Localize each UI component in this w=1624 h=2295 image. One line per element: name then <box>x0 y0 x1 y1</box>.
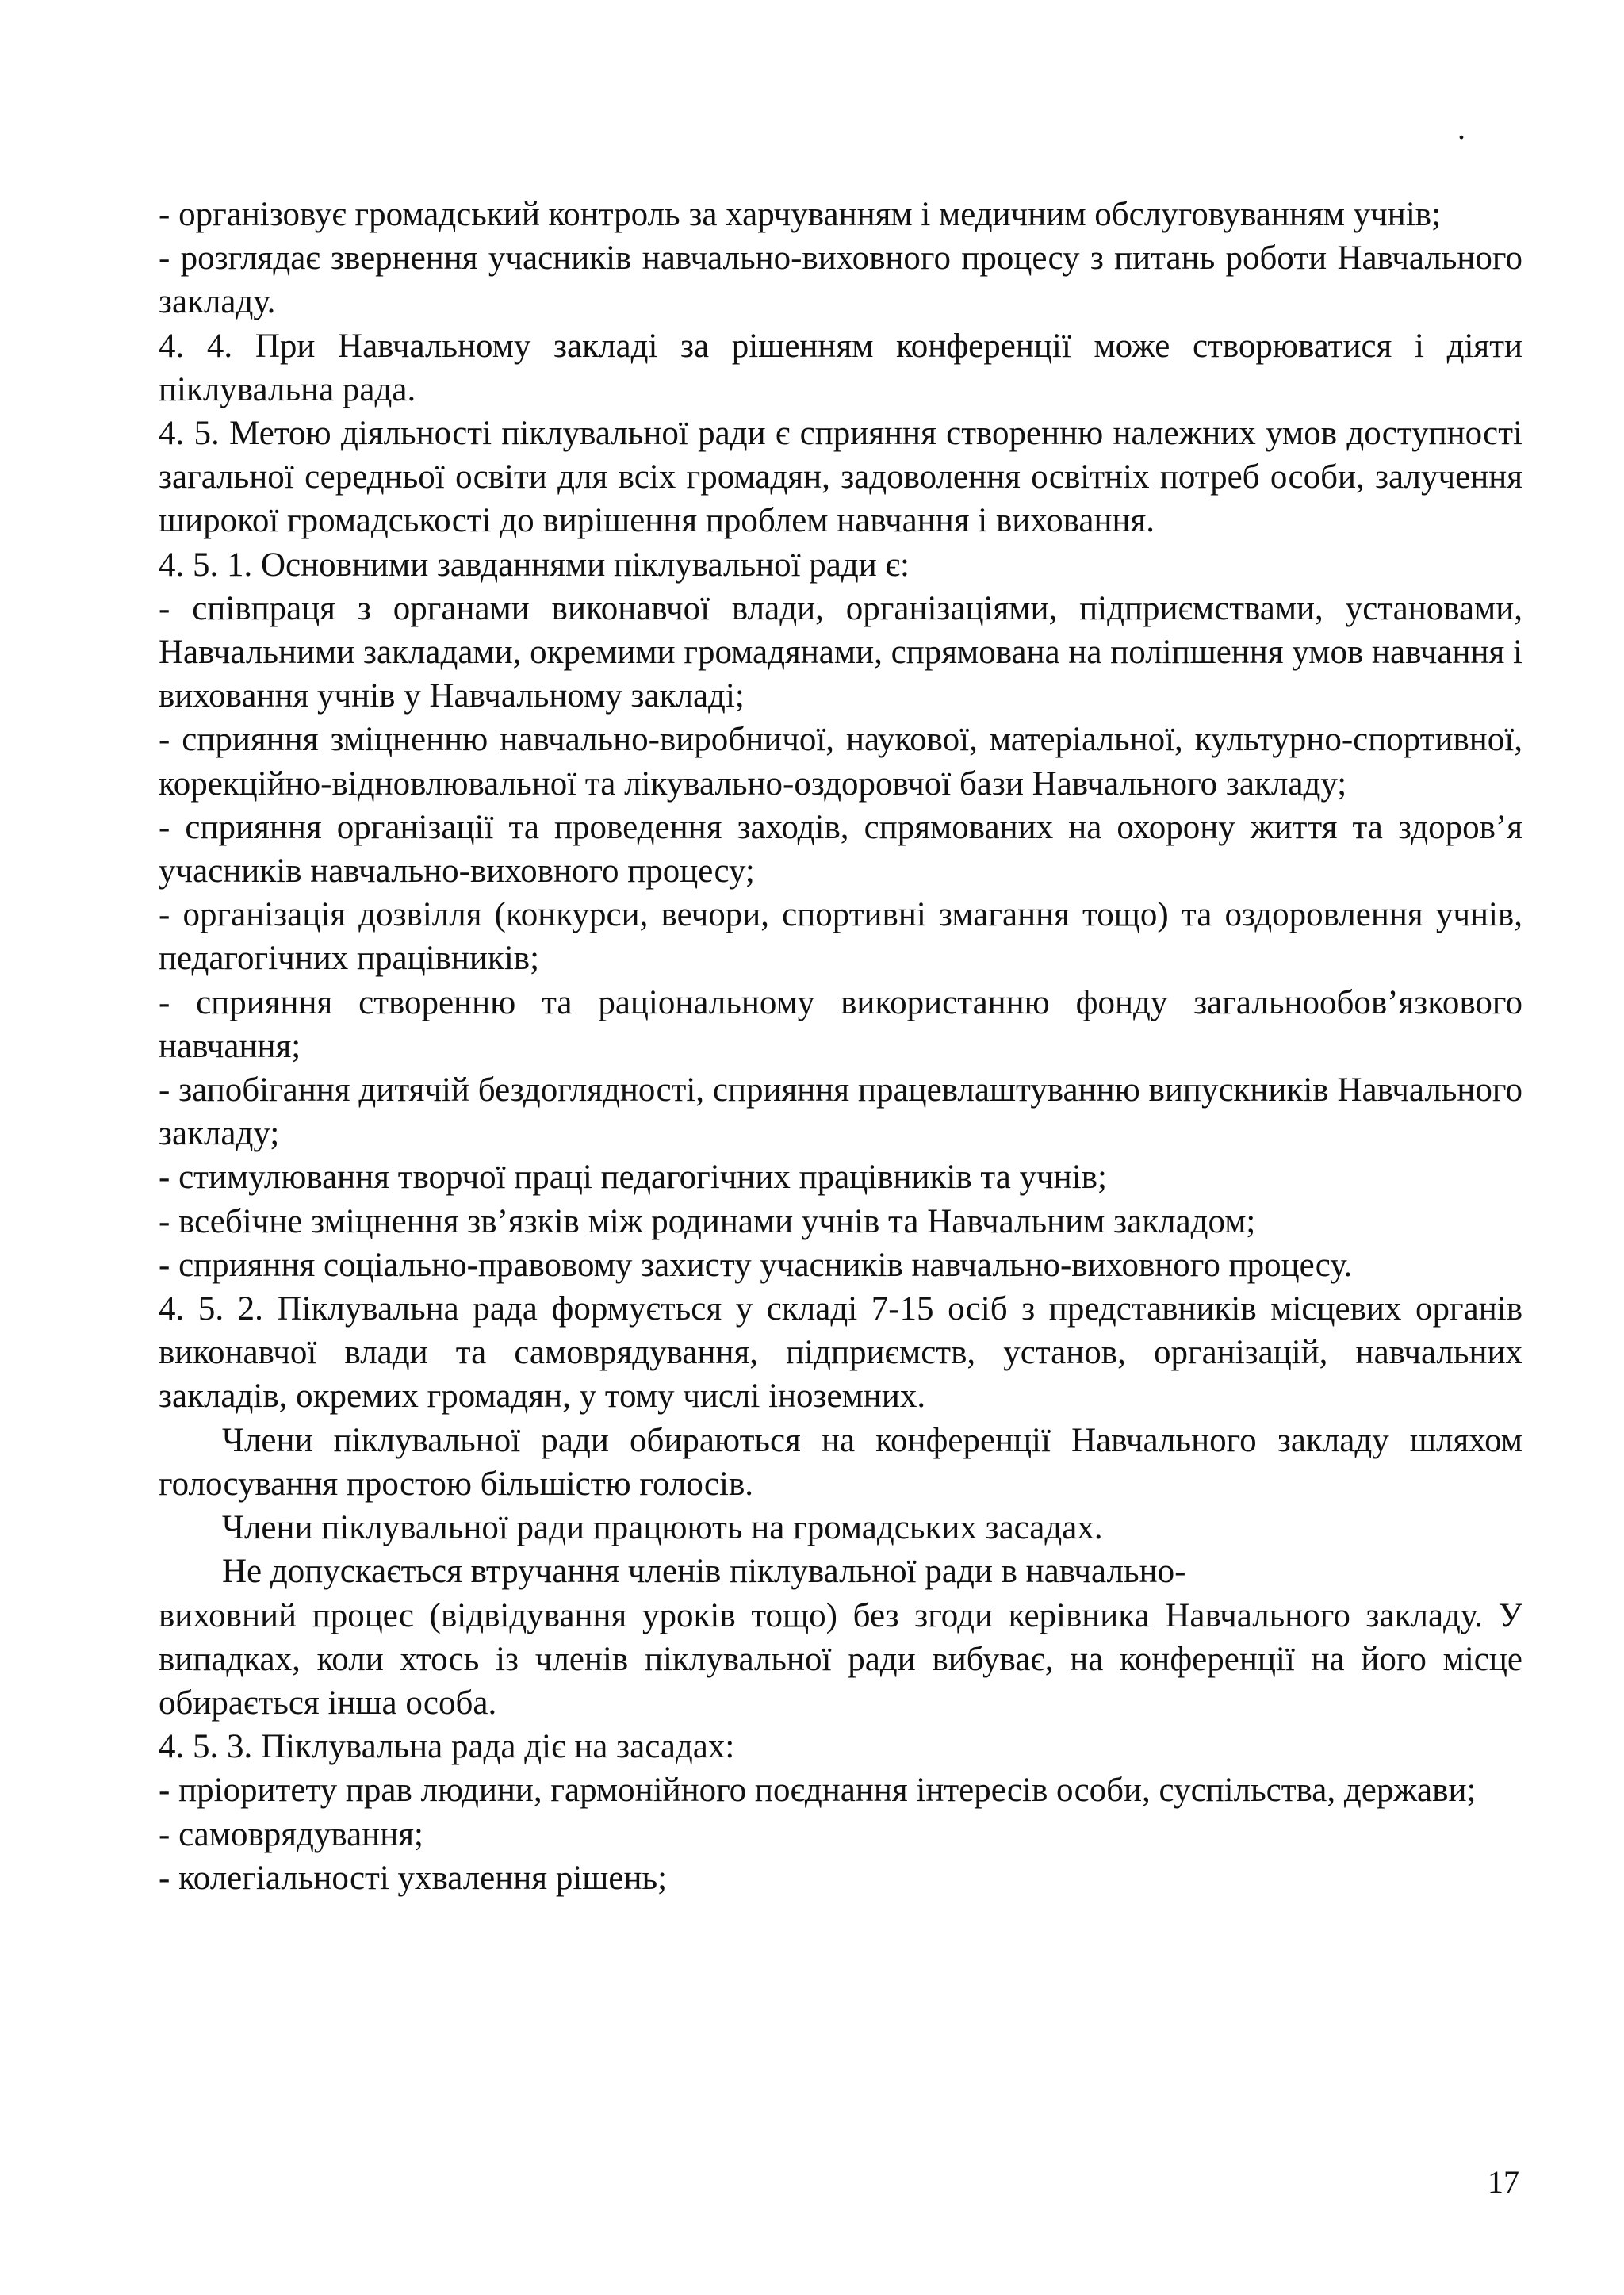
paragraph: 4. 5. Метою діяльності піклувальної ради є сприяння створенню належних умов доступності загальної середньої освіти для всіх громадян, задоволення освітніх потреб особи, залучення широкої громадськості до вирішення проблем навчання і виховання. <box>159 415 1522 540</box>
paragraph: - самоврядування; <box>159 1815 424 1853</box>
paragraph: - всебічне зміцнення зв’язків між родинами учнів та Навчальним закладом; <box>159 1202 1256 1240</box>
paragraph: 4. 5. 3. Піклувальна рада діє на засадах: <box>159 1728 735 1766</box>
paragraph: - пріоритету прав людини, гармонійного поєднання інтересів особи, суспільства, держави; <box>159 1772 1477 1810</box>
paragraph: 4. 5. 1. Основними завданнями піклувальної ради є: <box>159 546 910 584</box>
paragraph: Не допускається втручання членів піклувальної ради в навчально- <box>222 1553 1186 1591</box>
paragraph: - запобігання дитячій бездоглядності, сприяння працевлаштуванню випускників Навчального закладу; <box>159 1071 1522 1153</box>
paragraph: Члени піклувальної ради працюють на громадських засадах. <box>222 1509 1103 1547</box>
page-number: 17 <box>1488 2164 1519 2200</box>
paragraph: 4. 4. При Навчальному закладі за рішенням конференції може створюватися і діяти піклувальна рада. <box>159 327 1522 408</box>
paragraph: - сприяння зміцненню навчально-виробничої, наукової, матеріальної, культурно-спортивної, корекційно-відновлювальної та лікувально-оздоровчої бази Навчального закладу; <box>159 721 1522 803</box>
paragraph: - колегіальності ухвалення рішень; <box>159 1859 668 1897</box>
header-dot: . <box>1457 110 1465 146</box>
paragraph: виховний процес (відвідування уроків тощо) без згоди керівника Навчального закладу. У випадках, коли хтось із членів піклувальної ради вибуває, на конференції на його місце обирається інша особа. <box>159 1596 1522 1722</box>
paragraph: - співпраця з органами виконавчої влади, організаціями, підприємствами, установами, Навчальними закладами, окремими громадянами, спрямована на поліпшення умов навчання і виховання учнів у Навчальному закладі; <box>159 589 1522 715</box>
paragraph: Члени піклувальної ради обираються на конференції Навчального закладу шляхом голосування простою більшістю голосів. <box>159 1421 1522 1503</box>
document-body <box>159 193 1522 1900</box>
paragraph: - сприяння створенню та раціональному використанню фонду загальнообов’язкового навчання; <box>159 983 1522 1065</box>
paragraph: - стимулювання творчої праці педагогічних працівників та учнів; <box>159 1159 1107 1197</box>
paragraph: - розглядає звернення учасників навчально-виховного процесу з питань роботи Навчального закладу. <box>159 239 1522 321</box>
paragraph: - організовує громадський контроль за харчуванням і медичним обслуговуванням учнів; <box>159 196 1442 233</box>
paragraph: - організація дозвілля (конкурси, вечори, спортивні змагання тощо) та оздоровлення учнів, педагогічних працівників; <box>159 896 1522 978</box>
paragraph: - сприяння соціально-правовому захисту учасників навчально-виховного процесу. <box>159 1246 1353 1284</box>
paragraph: 4. 5. 2. Піклувальна рада формується у складі 7-15 осіб з представників місцевих органів виконавчої влади та самоврядування, підприємств, установ, організацій, навчальних закладів, окремих громадян, у тому числі іноземних. <box>159 1290 1522 1416</box>
paragraph: - сприяння організації та проведення заходів, спрямованих на охорону життя та здоров’я учасників навчально-виховного процесу; <box>159 808 1522 891</box>
